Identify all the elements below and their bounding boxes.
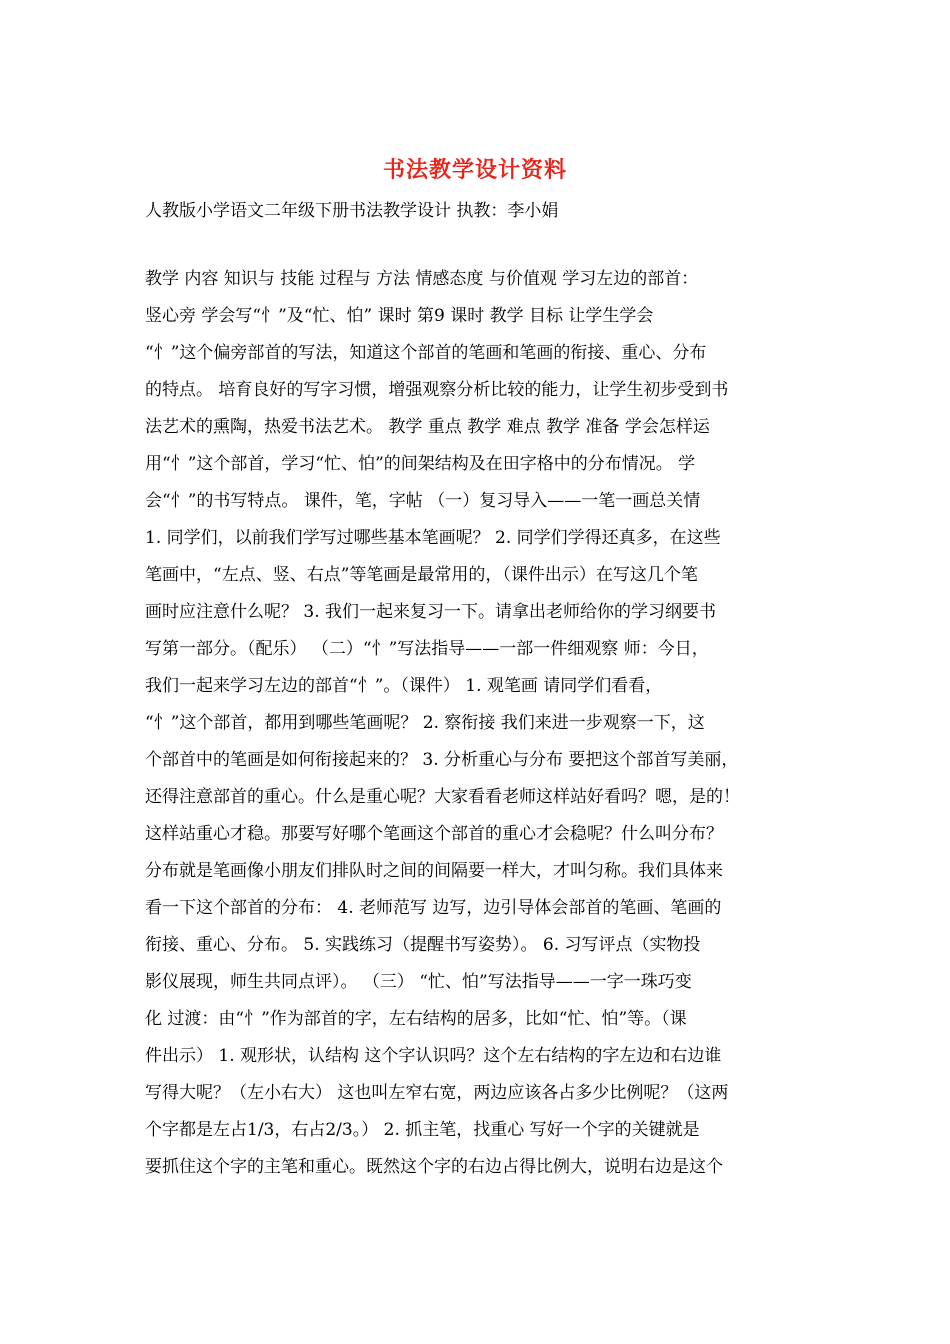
body-line: 竖心旁 学会写“忄”及“忙、怕” 课时 第9 课时 教学 目标 让学生学会 bbox=[145, 306, 654, 326]
body-line: 会“忄”的书写特点。 课件，笔，字帖 （一）复习导入——一笔一画总关情 bbox=[145, 491, 701, 511]
body-line: “忄”这个偏旁部首的写法，知道这个部首的笔画和笔画的衔接、重心、分布 bbox=[145, 343, 707, 363]
body-line: 分布就是笔画像小朋友们排队时之间的间隔要一样大，才叫匀称。我们具体来 bbox=[145, 861, 723, 881]
body-line: 个部首中的笔画是如何衔接起来的？ 3. 分析重心与分布 要把这个部首写美丽， bbox=[145, 750, 739, 770]
body-line: 还得注意部首的重心。什么是重心呢？大家看看老师这样站好看吗？嗯，是的！ bbox=[145, 787, 740, 807]
document-subtitle: 人教版小学语文二年级下册书法教学设计 执教：李小娟 bbox=[145, 201, 559, 221]
body-line: 法艺术的熏陶，热爱书法艺术。 教学 重点 教学 难点 教学 准备 学会怎样运 bbox=[145, 417, 710, 437]
document-body bbox=[145, 261, 825, 1186]
body-line: 件出示） 1. 观形状，认结构 这个字认识吗？这个左右结构的字左边和右边谁 bbox=[145, 1046, 722, 1066]
body-line: 衔接、重心、分布。 5. 实践练习（提醒书写姿势）。 6. 习写评点（实物投 bbox=[145, 935, 701, 955]
body-line: 我们一起来学习左边的部首“忄”。（课件） 1. 观笔画 请同学们看看， bbox=[145, 676, 663, 696]
body-line: 写第一部分。（配乐） （二）“忄”写法指导——一部一件细观察 师：今日， bbox=[145, 639, 709, 659]
body-line: 看一下这个部首的分布： 4. 老师范写 边写，边引导体会部首的笔画、笔画的 bbox=[145, 898, 722, 918]
body-line: 写得大呢？（左小右大） 这也叫左窄右宽，两边应该各占多少比例呢？（这两 bbox=[145, 1083, 729, 1103]
body-line: 的特点。 培育良好的写字习惯，增强观察分析比较的能力，让学生初步受到书 bbox=[145, 380, 729, 400]
body-line: 教学 内容 知识与 技能 过程与 方法 情感态度 与价值观 学习左边的部首： bbox=[145, 269, 699, 289]
body-line: 化 过渡：由“忄”作为部首的字，左右结构的居多，比如“忙、怕”等。（课 bbox=[145, 1009, 687, 1029]
body-line: 画时应注意什么呢？ 3. 我们一起来复习一下。请拿出老师给你的学习纲要书 bbox=[145, 602, 717, 622]
body-line: 这样站重心才稳。那要写好哪个笔画这个部首的重心才会稳呢？什么叫分布？ bbox=[145, 824, 723, 844]
body-line: 要抓住这个字的主笔和重心。既然这个字的右边占得比例大，说明右边是这个 bbox=[145, 1157, 723, 1177]
document-title: 书法教学设计资料 bbox=[382, 157, 567, 183]
body-line: 用“忄”这个部首，学习“忙、怕”的间架结构及在田字格中的分布情况。 学 bbox=[145, 454, 696, 474]
body-line: 影仪展现，师生共同点评）。 （三） “忙、怕”写法指导——一字一珠巧变 bbox=[145, 972, 692, 992]
body-line: 笔画中，“左点、竖、右点”等笔画是最常用的，（课件出示）在写这几个笔 bbox=[145, 565, 698, 585]
body-line: 1. 同学们，以前我们学写过哪些基本笔画呢？ 2. 同学们学得还真多，在这些 bbox=[145, 528, 721, 548]
body-line: 个字都是左占1/3，右占2/3。） 2. 抓主笔，找重心 写好一个字的关键就是 bbox=[145, 1120, 700, 1140]
body-line: “忄”这个部首，都用到哪些笔画呢？ 2. 察衔接 我们来进一步观察一下，这 bbox=[145, 713, 705, 733]
